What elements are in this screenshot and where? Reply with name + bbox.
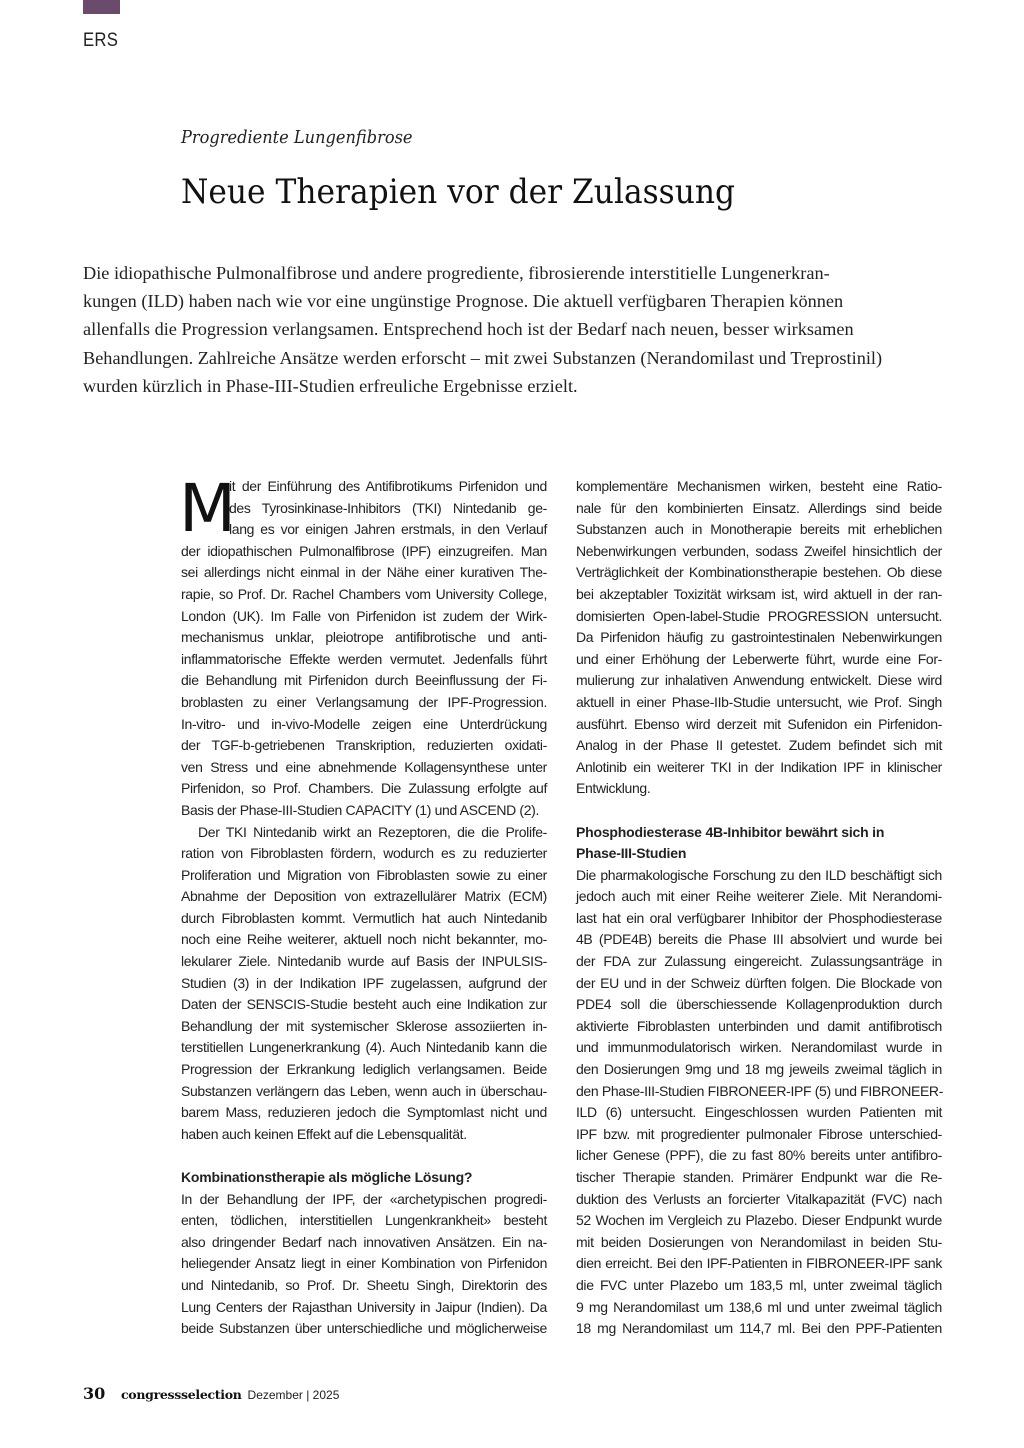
page-footer: [83, 1384, 339, 1403]
body-line: mit beiden Dosierungen von Nerandomilast in beiden Stu-: [576, 1233, 942, 1250]
body-line: 9 mg Nerandomilast um 138,6 ml und unter zweimal täglich: [576, 1298, 942, 1315]
body-line: 4B (PDE4B) bereits die Phase III absolviert und wurde bei: [576, 931, 942, 948]
body-column-left: [179, 470, 547, 1340]
body-line: durch Fibroblasten kommt. Vermutlich hat auch Nintedanib: [181, 909, 547, 926]
body-line: lekularer Ziele. Nintedanib wurde auf Basis der INPULSIS-: [181, 953, 547, 970]
paragraph-gap: [576, 800, 942, 822]
section-subheading: Phase-III-Studien: [576, 845, 687, 862]
body-line: Entwicklung.: [576, 780, 651, 797]
body-line: Proliferation und Migration von Fibroblasten sowie zu einer: [181, 866, 547, 883]
body-line: sei allerdings nicht einmal in der Nähe einer kurativen The-: [181, 564, 547, 581]
section-subheading: Phosphodiesterase 4B-Inhibitor bewährt sich in: [576, 823, 885, 840]
body-line: und immunmodulatorisch wirken. Nerandomilast wurde in: [576, 1039, 942, 1056]
body-column-right: [576, 476, 942, 1340]
drop-cap: M: [179, 470, 236, 547]
lead-line: allenfalls die Progression verlangsamen. Entsprechend hoch ist der Bedarf nach neuen, besser wirksamen: [83, 319, 854, 340]
body-line: Verträglichkeit der Kombinationstherapie bestehen. Ob diese: [576, 564, 942, 581]
body-line: der FDA zur Zulassung eingereicht. Zulassungsanträge in: [576, 953, 942, 970]
body-line: mulierung zur inhalativen Anwendung entwickelt. Diese wird: [576, 672, 942, 689]
body-line: die Behandlung mit Pirfenidon durch Beeinflussung der Fi-: [181, 672, 547, 689]
body-line: In-vitro- und in-vivo-Modelle zeigen eine Unterdrückung: [181, 715, 547, 732]
body-line: aktivierte Fibroblasten unterbinden und damit antifibrotisch: [576, 1017, 942, 1034]
body-line: broblasten zu einer Verlangsamung der IPF-Progression.: [181, 693, 547, 710]
lead-line: wurden kürzlich in Phase-III-Studien erfreuliche Ergebnisse erzielt.: [83, 375, 578, 396]
body-line: Behandlung der mit systemischer Sklerose assoziierten in-: [181, 1017, 547, 1034]
body-line: Substanzen verlängern das Leben, wenn auch in überschau-: [181, 1082, 547, 1099]
lead-line: Die idiopathische Pulmonalfibrose und andere progrediente, fibrosierende interstitielle Lungenerkran-: [83, 263, 830, 283]
body-line: Basis der Phase-III-Studien CAPACITY (1) und ASCEND (2).: [181, 801, 540, 818]
body-line: die FVC unter Plazebo um 183,5 ml, unter zweimal täglich: [576, 1276, 942, 1293]
issue-date: Dezember | 2025: [247, 1388, 340, 1402]
body-line: 52 Wochen im Vergleich zu Plazebo. Dieser Endpunkt wurde: [576, 1212, 942, 1229]
body-line: beide Substanzen über unterschiedliche und möglicherweise: [181, 1320, 547, 1337]
body-line: Pirfenidon, so Prof. Chambers. Die Zulassung erfolgte auf: [181, 780, 547, 797]
body-line: bei akzeptabler Toxizität wirksam ist, wird aktuell in der ran-: [576, 585, 942, 602]
body-line: nale für den kombinierten Einsatz. Allerdings sind beide: [576, 499, 942, 516]
body-line: barem Mass, reduzieren jedoch die Symptomlast nicht und: [181, 1104, 547, 1121]
body-line: Nebenwirkungen verbunden, sodass Zweifel hinsichtlich der: [576, 542, 942, 559]
body-line: London (UK). Im Falle von Pirfenidon ist zudem der Wirk-: [181, 607, 547, 624]
body-line: ILD (6) untersucht. Eingeschlossen wurden Patienten mit: [576, 1104, 942, 1121]
lead-line: kungen (ILD) haben nach wie vor eine ungünstige Prognose. Die aktuell verfügbaren Therapien können: [83, 291, 844, 312]
body-line: Der TKI Nintedanib wirkt an Rezeptoren, die die Prolife-: [198, 823, 547, 840]
body-line: lang es vor einigen Jahren erstmals, in den Verlauf: [229, 521, 547, 538]
lead-line: Behandlungen. Zahlreiche Ansätze werden erforscht – mit zwei Substanzen (Nerandomilast und Treprostinil): [83, 347, 883, 368]
body-line: Substanzen auch in Monotherapie bereits mit erheblichen: [576, 521, 942, 538]
article-lead: [83, 259, 963, 400]
body-line: PDE4 soll die überschiessende Kollagenproduktion durch: [576, 996, 942, 1013]
body-line: dien erreicht. Bei den IPF-Patienten in FIBRONEER-IPF sank: [576, 1255, 942, 1272]
body-line: ration von Fibroblasten fördern, wodurch es zu reduzierter: [181, 845, 547, 862]
body-line: jedoch auch mit einer Reihe weiterer Ziele. Mit Nerandomi-: [576, 888, 942, 905]
body-line: domisierten Open-label-Studie PROGRESSION untersucht.: [576, 607, 942, 624]
body-line: Progression der Erkrankung lediglich verlangsamen. Beide: [181, 1061, 547, 1078]
body-line: also dringender Bedarf nach innovativen Ansätzen. Ein na-: [181, 1233, 547, 1250]
body-line: In der Behandlung der IPF, der «archetypischen progredi-: [181, 1190, 547, 1207]
body-line: Lung Centers der Rajasthan University in Jaipur (Indien). Da: [181, 1298, 547, 1315]
section-label: ERS: [83, 30, 119, 51]
body-line: Abnahme der Deposition von extrazellulärer Matrix (ECM): [181, 888, 547, 905]
paragraph-gap: [181, 1145, 547, 1167]
body-line: des Tyrosinkinase-Inhibitors (TKI) Nintedanib ge-: [229, 499, 547, 516]
body-line: komplementäre Mechanismen wirken, besteht eine Ratio-: [576, 478, 942, 494]
body-line: enten, tödlichen, interstitiellen Lungenkrankheit» besteht: [181, 1212, 547, 1229]
article-kicker: Progrediente Lungenfibrose: [181, 127, 413, 148]
body-line: inflammatorische Effekte werden vermutet. Jedenfalls führt: [181, 650, 547, 667]
body-line: und Nintedanib, so Prof. Dr. Sheetu Singh, Direktorin des: [181, 1276, 547, 1293]
publication-name: congressselection: [121, 1387, 242, 1402]
article-title: Neue Therapien vor der Zulassung: [181, 172, 736, 212]
body-line: Anlotinib ein weiterer TKI in der Indikation IPF in klinischer: [576, 758, 942, 775]
body-line: terstitiellen Lungenerkrankung (4). Auch Nintedanib kann die: [181, 1039, 547, 1056]
body-line: Daten der SENSCIS-Studie besteht auch eine Indikation zur: [181, 996, 547, 1013]
body-line: den Dosierungen 9mg und 18 mg jeweils zweimal täglich in: [576, 1061, 942, 1078]
body-line: der idiopathischen Pulmonalfibrose (IPF) einzugreifen. Man: [181, 542, 547, 559]
body-line: rapie, so Prof. Dr. Rachel Chambers vom University College,: [181, 585, 547, 602]
body-line: Studien (3) in der Indikation IPF zugelassen, aufgrund der: [181, 974, 547, 991]
body-line: ausführt. Ebenso wird derzeit mit Sufenidon ein Pirfenidon-: [576, 715, 942, 732]
body-line: licher Genese (PPF), die zu fast 80% bereits unter antifibro-: [576, 1147, 942, 1164]
body-line: Die pharmakologische Forschung zu den ILD beschäftigt sich: [576, 866, 942, 883]
body-line: aktuell in einer Phase-IIb-Studie untersucht, wie Prof. Singh: [576, 693, 942, 710]
body-line: tischer Therapie standen. Primärer Endpunkt war die Re-: [576, 1169, 942, 1185]
body-line: 18 mg Nerandomilast um 114,7 ml. Bei den PPF-Patienten: [576, 1320, 942, 1337]
body-line: noch eine Reihe weiterer, aktuell noch nicht bekannter, mo-: [181, 931, 547, 948]
section-color-bar: [83, 0, 120, 14]
body-line: haben auch keinen Effekt auf die Lebensqualität.: [181, 1125, 467, 1142]
body-line: duktion des Verlusts an forcierter Vitalkapazität (FVC) nach: [576, 1190, 942, 1207]
body-line: it der Einführung des Antifibrotikums Pirfenidon und: [229, 478, 547, 494]
body-line: der EU und in der Schweiz dürften folgen. Die Blockade von: [576, 974, 942, 991]
body-line: der TGF-b-getriebenen Transkription, reduzierten oxidati-: [181, 737, 547, 754]
body-line: heliegender Ansatz liegt in einer Kombination von Pirfenidon: [181, 1255, 547, 1272]
body-line: ven Stress und eine abnehmende Kollagensynthese unter: [181, 758, 547, 775]
body-line: Da Pirfenidon häufig zu gastrointestinalen Nebenwirkungen: [576, 629, 942, 646]
section-subheading: Kombinationstherapie als mögliche Lösung?: [181, 1169, 473, 1185]
page-number: 30: [83, 1384, 106, 1403]
body-line: Analog in der Phase II getestet. Zudem befindet sich mit: [576, 737, 942, 754]
body-line: last hat ein oral verfügbarer Inhibitor der Phosphodiesterase: [576, 909, 942, 926]
body-line: und einer Erhöhung der Leberwerte führt, wurde eine For-: [576, 650, 942, 667]
body-line: mechanismus unklar, pleiotrope antifibrotische und anti-: [181, 629, 547, 646]
body-line: den Phase-III-Studien FIBRONEER-IPF (5) und FIBRONEER-: [576, 1082, 944, 1099]
body-line: IPF bzw. mit progredienter pulmonaler Fibrose unterschied-: [576, 1125, 942, 1142]
